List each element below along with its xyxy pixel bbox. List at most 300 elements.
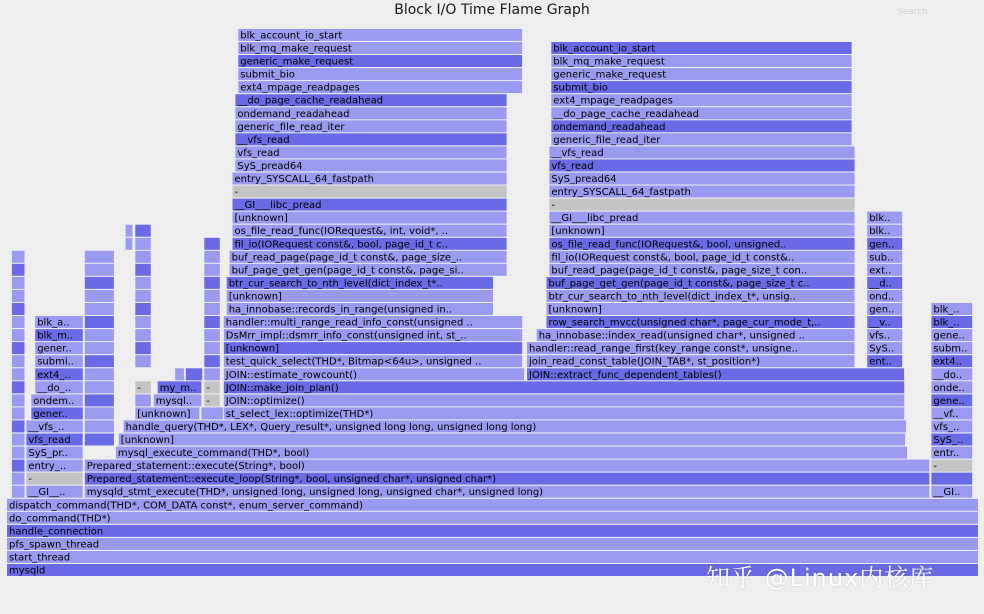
flame-frame-label: dispatch_command(THD*, COM_DATA const*, enum_server_command) — [9, 500, 363, 512]
flame-frame[interactable] — [224, 342, 522, 355]
flame-frame[interactable] — [549, 173, 854, 186]
flame-frame-label: handler::multi_range_read_info_const(unsigned .. — [225, 317, 473, 329]
flame-frame-rect[interactable] — [85, 407, 114, 419]
flame-frame[interactable] — [238, 55, 522, 68]
flame-frame-rect[interactable] — [126, 225, 133, 237]
flame-frame[interactable] — [124, 420, 906, 433]
flame-frame[interactable] — [135, 277, 151, 289]
flame-frame[interactable] — [551, 42, 851, 55]
flame-frame-rect[interactable] — [204, 368, 220, 380]
flame-frame-rect[interactable] — [85, 329, 114, 341]
flame-frame[interactable] — [85, 407, 114, 419]
flame-frame[interactable] — [204, 277, 220, 289]
flame-frame-rect[interactable] — [204, 329, 220, 341]
flame-frame-label: JOIN::estimate_rowcount() — [225, 369, 358, 381]
flame-frame[interactable] — [204, 355, 220, 367]
flame-frame[interactable] — [26, 447, 82, 460]
flame-frame[interactable] — [233, 186, 507, 199]
flame-frame-label: os_file_read_func(IORequest&, bool, unsigned.. — [551, 239, 787, 251]
flame-frame-rect[interactable] — [135, 264, 151, 276]
flame-frame[interactable] — [233, 199, 507, 212]
flame-frame[interactable] — [175, 368, 184, 380]
flame-frame-rect[interactable] — [12, 316, 25, 328]
flame-frame[interactable] — [119, 434, 905, 447]
flame-frame[interactable] — [867, 342, 902, 355]
flame-frame-label: __GI___libc_pread — [234, 200, 322, 212]
flame-frame[interactable] — [549, 199, 854, 212]
flame-frame-rect[interactable] — [135, 290, 151, 302]
flame-frame[interactable] — [7, 499, 978, 512]
flame-frame-rect[interactable] — [85, 316, 114, 328]
flame-frame[interactable] — [204, 342, 220, 354]
flame-frame-label: gene.. — [933, 395, 965, 407]
flame-frame-rect[interactable] — [12, 460, 25, 472]
flame-frame[interactable] — [85, 277, 114, 289]
flame-frame-rect[interactable] — [204, 355, 220, 367]
flame-frame[interactable] — [549, 238, 854, 251]
flame-frame-rect[interactable] — [126, 238, 133, 250]
flame-frame-label: blk.. — [869, 226, 891, 238]
flame-frame[interactable] — [7, 538, 978, 551]
flame-frame[interactable] — [35, 381, 83, 394]
flame-frame[interactable] — [12, 434, 25, 446]
flame-frame[interactable] — [85, 473, 930, 486]
flame-frame-rect[interactable] — [85, 290, 114, 302]
flame-frame-label: os_file_read_func(IORequest&, int, void*, .. — [234, 226, 449, 238]
flame-frame-rect[interactable] — [12, 355, 25, 367]
flame-frame[interactable] — [233, 238, 507, 251]
flame-frame-label: buf_read_page(page_id_t const&, page_size_t con.. — [551, 265, 808, 277]
flame-frame-rect[interactable] — [175, 368, 184, 380]
flame-frame-label: Prepared_statement::execute(String*, bool) — [86, 461, 305, 473]
flame-frame-label: blk_account_io_start — [553, 43, 656, 55]
flame-frame[interactable] — [204, 316, 220, 328]
flame-frame[interactable] — [35, 329, 83, 342]
flame-frame[interactable] — [135, 316, 151, 328]
flame-frame[interactable] — [12, 460, 25, 472]
flame-frame-rect[interactable] — [12, 434, 25, 446]
flame-frame[interactable] — [85, 381, 114, 393]
flame-frame[interactable] — [158, 381, 202, 394]
flame-frame[interactable] — [204, 368, 220, 380]
flame-frame-rect[interactable] — [12, 420, 25, 432]
flame-frame[interactable] — [26, 486, 82, 499]
flame-frame[interactable] — [931, 420, 972, 433]
flame-frame-rect[interactable] — [204, 264, 220, 276]
flame-frame-label: SyS.. — [869, 343, 895, 355]
flame-frame[interactable] — [12, 486, 25, 498]
flame-frame-rect[interactable] — [119, 434, 905, 446]
flame-frame[interactable] — [85, 251, 114, 263]
flame-frame[interactable] — [85, 355, 114, 367]
flame-frame-rect[interactable] — [7, 512, 978, 524]
flame-frame-rect[interactable] — [12, 381, 25, 393]
flame-frame[interactable] — [135, 407, 199, 420]
flame-frame[interactable] — [551, 120, 851, 133]
flame-frame-label: test_quick_select(THD*, Bitmap<64u>, unsigned .. — [225, 356, 482, 368]
flame-frame[interactable] — [931, 316, 972, 329]
flame-frame[interactable] — [227, 277, 493, 290]
flame-frame[interactable] — [186, 368, 203, 380]
flame-frame[interactable] — [224, 394, 904, 407]
flame-frame-label: entry_SYSCALL_64_fastpath — [551, 187, 691, 198]
flame-frame[interactable] — [26, 434, 82, 447]
flame-frame[interactable] — [233, 225, 507, 238]
flame-frame-rect[interactable] — [85, 420, 114, 432]
flame-frame[interactable] — [931, 434, 972, 447]
flame-frame[interactable] — [85, 368, 114, 380]
flame-frame-label: blk_mq_make_request — [553, 56, 665, 68]
flame-frame[interactable] — [230, 264, 507, 277]
flame-frame-rect[interactable] — [85, 355, 114, 367]
flame-frame-rect[interactable] — [549, 199, 854, 211]
flame-frame-label: SyS_pread64 — [551, 174, 617, 185]
flame-frame[interactable] — [85, 420, 114, 432]
flame-frame[interactable] — [85, 264, 114, 276]
flame-frame[interactable] — [551, 94, 851, 107]
flame-frame-rect[interactable] — [85, 251, 114, 263]
flame-frame-label: __do_.. — [37, 382, 72, 394]
flame-frame[interactable] — [931, 355, 972, 368]
flame-frame[interactable] — [135, 355, 151, 367]
flame-frame[interactable] — [238, 29, 522, 42]
flame-frame[interactable] — [238, 42, 522, 55]
flame-frame-rect[interactable] — [135, 394, 151, 406]
flame-frame-rect[interactable] — [12, 394, 25, 406]
flame-frame-rect[interactable] — [204, 290, 220, 302]
flame-frame-label: - — [206, 382, 210, 394]
flame-frame-rect[interactable] — [7, 525, 978, 537]
flame-frame[interactable] — [31, 407, 83, 420]
flame-frame[interactable] — [527, 355, 855, 368]
flame-frame-label: join_read_const_table(JOIN_TAB*, st_position*) — [529, 356, 761, 368]
flame-frame[interactable] — [12, 473, 25, 485]
flame-frame[interactable] — [85, 460, 930, 473]
flame-frame[interactable] — [235, 133, 506, 146]
flame-frame[interactable] — [224, 381, 904, 394]
flame-frame[interactable] — [547, 290, 855, 303]
flame-frame-label: mysql.. — [155, 395, 193, 407]
flame-frame[interactable] — [549, 186, 854, 199]
flame-frame-label: [unknown] — [137, 408, 191, 420]
flame-frame[interactable] — [12, 342, 25, 354]
flame-frame[interactable] — [12, 303, 25, 315]
flame-frame[interactable] — [224, 407, 904, 420]
flame-frame-label: my_m.. — [159, 382, 197, 394]
flame-frame-rect[interactable] — [12, 486, 25, 498]
flame-frame[interactable] — [201, 407, 222, 419]
flame-frame[interactable] — [537, 329, 855, 342]
flame-frame-label: __vfs_.. — [28, 421, 65, 433]
flame-frame-rect[interactable] — [204, 342, 220, 354]
flame-frame[interactable] — [135, 238, 151, 250]
flame-frame-rect[interactable] — [85, 368, 114, 380]
flame-frame[interactable] — [135, 394, 151, 406]
flame-frame[interactable] — [931, 342, 972, 355]
flame-frame[interactable] — [230, 251, 507, 263]
chart-title: Block I/O Time Flame Graph — [394, 2, 590, 18]
flame-frame-label: [unknown] — [234, 213, 288, 225]
flame-frame[interactable] — [12, 355, 25, 367]
flame-frame-rect[interactable] — [12, 251, 25, 263]
flame-frame-rect[interactable] — [85, 381, 114, 393]
flame-frame[interactable] — [549, 212, 854, 225]
flame-frame[interactable] — [931, 460, 972, 473]
flame-frame-rect[interactable] — [135, 342, 151, 354]
flame-frame[interactable] — [931, 447, 972, 460]
flame-frame-label: [unknown] — [120, 435, 175, 446]
flame-frame-rect[interactable] — [12, 447, 25, 459]
flame-frame-rect[interactable] — [135, 329, 151, 341]
flame-frame-rect[interactable] — [135, 238, 151, 250]
flame-frame-label: - — [28, 474, 33, 486]
flame-frame-rect[interactable] — [12, 407, 25, 419]
flame-frame[interactable] — [551, 107, 851, 120]
flame-frame[interactable] — [31, 394, 83, 407]
flame-frame[interactable] — [204, 381, 220, 394]
flame-frame-rect[interactable] — [85, 277, 114, 289]
flame-frame[interactable] — [35, 368, 83, 381]
flame-frame[interactable] — [224, 368, 524, 381]
flame-frame[interactable] — [204, 394, 220, 407]
flame-frame[interactable] — [12, 316, 25, 328]
flame-frame[interactable] — [549, 146, 854, 159]
flame-frame[interactable] — [26, 460, 82, 473]
flame-frame[interactable] — [85, 303, 114, 315]
flame-frame[interactable] — [204, 303, 220, 315]
flame-frame[interactable] — [204, 238, 220, 250]
flame-frame[interactable] — [12, 381, 25, 393]
flame-frame[interactable] — [12, 368, 25, 380]
flame-frame[interactable] — [135, 329, 151, 341]
flame-frame[interactable] — [7, 512, 978, 525]
flame-frame-label: JOIN::make_join_plan() — [225, 382, 339, 394]
flame-frame[interactable] — [238, 68, 522, 81]
flame-frame[interactable] — [12, 251, 25, 263]
flame-frame[interactable] — [12, 447, 25, 459]
flame-frame[interactable] — [126, 225, 133, 237]
flame-frame[interactable] — [549, 225, 854, 238]
flame-frame[interactable] — [931, 303, 972, 316]
flame-frame[interactable] — [204, 251, 220, 263]
flame-frame[interactable] — [126, 238, 133, 250]
flame-frame[interactable] — [26, 473, 82, 486]
flame-frame[interactable] — [931, 381, 972, 394]
flame-frame[interactable] — [224, 316, 522, 329]
flame-frame[interactable] — [85, 342, 114, 354]
flame-frame[interactable] — [867, 212, 902, 225]
flame-frame[interactable] — [931, 407, 972, 420]
flame-frame[interactable] — [549, 264, 854, 277]
flame-frame[interactable] — [931, 394, 972, 407]
flame-frame[interactable] — [85, 290, 114, 302]
flame-frame-rect[interactable] — [7, 538, 978, 550]
flame-frame-label: mysqld — [9, 565, 46, 577]
flame-frame[interactable] — [35, 316, 83, 329]
flame-frame-rect[interactable] — [224, 394, 904, 406]
flame-frame-rect[interactable] — [12, 303, 25, 315]
flame-frame-label: ha_innobase::index_read(unsigned char*, unsigned .. — [538, 330, 805, 342]
flame-frame-label: gen.. — [869, 239, 895, 251]
flame-frame[interactable] — [867, 238, 902, 251]
flame-frame-rect[interactable] — [186, 368, 203, 380]
flame-frame-rect[interactable] — [204, 238, 220, 250]
flame-frame-rect[interactable] — [12, 329, 25, 341]
flame-frame[interactable] — [931, 368, 972, 381]
flame-frame[interactable] — [867, 355, 902, 368]
flame-frame-label: [unknown] — [228, 291, 282, 303]
flame-frame-label: [unknown] — [548, 304, 602, 316]
flame-frame[interactable] — [227, 290, 493, 303]
flame-frame-label: Prepared_statement::execute_loop(String*, bool, unsigned char*, unsigned char*) — [86, 474, 497, 486]
flame-frame[interactable] — [867, 251, 902, 263]
flame-frame[interactable] — [135, 264, 151, 276]
flame-frame-rect[interactable] — [204, 303, 220, 315]
flame-frame-rect[interactable] — [204, 316, 220, 328]
flame-frame-rect[interactable] — [549, 159, 854, 171]
flame-frame[interactable] — [224, 355, 522, 368]
flame-frame[interactable] — [867, 303, 902, 316]
flame-frame-rect[interactable] — [12, 264, 25, 276]
flame-frame[interactable] — [135, 303, 151, 315]
flame-frame-label: __do_page_cache_readahead — [553, 108, 699, 120]
flame-frame-label: generic_make_request — [553, 69, 667, 81]
flame-frame[interactable] — [7, 525, 978, 538]
flame-frame-label: btr_cur_search_to_nth_level(dict_index_t*, unsig.. — [548, 291, 796, 303]
flame-frame-label: handler::read_range_first(key_range const*, unsigne.. — [529, 343, 798, 355]
flame-frame-rect[interactable] — [931, 473, 972, 485]
flame-frame-label: __vfs_read — [237, 134, 290, 146]
flame-frame[interactable] — [549, 159, 854, 172]
flame-frame[interactable] — [547, 303, 855, 316]
flame-frame-rect[interactable] — [12, 277, 25, 289]
flame-frame[interactable] — [235, 107, 506, 120]
flame-frame[interactable] — [235, 120, 506, 133]
flame-frame-label: blk_mq_make_request — [240, 43, 352, 55]
flame-frame[interactable] — [867, 277, 902, 290]
flame-frame-label: ext4_mpage_readpages — [553, 95, 673, 107]
flame-frame-label: buf_page_get_gen(page_id_t const&, page_si.. — [231, 265, 464, 277]
flame-frame-label: - — [206, 395, 210, 407]
flame-frame[interactable] — [135, 251, 151, 263]
flame-frame[interactable] — [235, 146, 506, 159]
flame-frame-rect[interactable] — [85, 434, 114, 446]
flame-frame-rect[interactable] — [26, 473, 82, 485]
flame-frame-rect[interactable] — [135, 225, 151, 237]
flame-frame[interactable] — [547, 316, 855, 329]
flame-frame[interactable] — [551, 81, 851, 94]
flame-frame[interactable] — [85, 434, 114, 446]
flame-frame-label: - — [933, 461, 938, 473]
flame-frame[interactable] — [85, 486, 930, 499]
flame-frame[interactable] — [135, 381, 151, 394]
flame-frame[interactable] — [867, 225, 902, 238]
flame-frame-rect[interactable] — [12, 290, 25, 302]
flame-frame[interactable] — [12, 264, 25, 276]
flame-frame-rect[interactable] — [204, 277, 220, 289]
flame-frame[interactable] — [867, 264, 902, 277]
flame-frame-rect[interactable] — [931, 460, 972, 472]
flame-frame[interactable] — [227, 303, 493, 316]
flame-frame[interactable] — [85, 329, 114, 341]
flame-frame[interactable] — [85, 316, 114, 328]
flame-frame[interactable] — [238, 81, 522, 94]
flame-frame-rect[interactable] — [12, 368, 25, 380]
flame-frame-label: __vf.. — [933, 408, 959, 420]
flame-frame-rect[interactable] — [12, 342, 25, 354]
flame-frame[interactable] — [35, 355, 83, 368]
flame-frame-rect[interactable] — [135, 316, 151, 328]
flame-frame[interactable] — [931, 473, 972, 485]
flame-frame-label: __v.. — [869, 317, 891, 329]
flame-frame-rect[interactable] — [85, 342, 114, 354]
flame-frame-label: handle_query(THD*, LEX*, Query_result*, unsigned long long, unsigned long long) — [125, 421, 537, 433]
flame-frame-rect[interactable] — [233, 186, 507, 198]
flame-frame[interactable] — [12, 290, 25, 302]
flame-frame[interactable] — [12, 407, 25, 419]
flame-frame[interactable] — [931, 329, 972, 342]
flame-frame-label: vfs_.. — [933, 421, 960, 433]
flame-frame[interactable] — [931, 486, 972, 499]
flame-frame[interactable] — [224, 329, 522, 342]
flame-frame[interactable] — [233, 212, 507, 225]
flame-frame-label: submi.. — [37, 356, 74, 368]
flame-frame[interactable] — [154, 394, 202, 407]
flame-frame[interactable] — [35, 342, 83, 355]
flame-frame-rect[interactable] — [135, 277, 151, 289]
flame-frame[interactable] — [551, 55, 851, 68]
flame-frame-rect[interactable] — [85, 394, 114, 406]
flame-frame-rect[interactable] — [12, 473, 25, 485]
flame-frame[interactable] — [204, 264, 220, 276]
flame-frame[interactable] — [204, 290, 220, 302]
flame-frame-rect[interactable] — [135, 303, 151, 315]
flame-frame[interactable] — [135, 342, 151, 354]
flame-frame-rect[interactable] — [204, 251, 220, 263]
flame-frame[interactable] — [12, 329, 25, 341]
flame-frame-label: ondemand_readahead — [553, 121, 666, 133]
flame-frame[interactable] — [12, 277, 25, 289]
flame-frame[interactable] — [551, 68, 851, 81]
flame-frame[interactable] — [235, 159, 506, 172]
flame-frame[interactable] — [527, 368, 904, 381]
flame-frame[interactable] — [549, 251, 854, 263]
flame-frame-rect[interactable] — [85, 264, 114, 276]
flame-frame-rect[interactable] — [85, 303, 114, 315]
flame-frame-rect[interactable] — [135, 355, 151, 367]
flame-frame[interactable] — [547, 277, 855, 290]
flame-frame[interactable] — [116, 447, 907, 460]
flame-frame[interactable] — [867, 329, 902, 342]
flame-frame[interactable] — [233, 173, 507, 186]
flame-frame[interactable] — [135, 225, 151, 237]
flame-frame-rect[interactable] — [201, 407, 222, 419]
flame-frame[interactable] — [867, 316, 902, 329]
flame-frame[interactable] — [135, 290, 151, 302]
flame-frame[interactable] — [12, 420, 25, 432]
flame-frame-rect[interactable] — [135, 251, 151, 263]
flame-frame[interactable] — [204, 329, 220, 341]
flame-frame[interactable] — [551, 133, 851, 146]
flame-frame[interactable] — [867, 290, 902, 303]
flame-frame[interactable] — [12, 394, 25, 406]
flame-frame[interactable] — [85, 394, 114, 406]
flame-frame[interactable] — [26, 420, 82, 433]
flame-frame[interactable] — [235, 94, 506, 107]
flame-frame-label: entry_.. — [28, 461, 67, 473]
flame-frame[interactable] — [527, 342, 855, 355]
search-button[interactable]: Search — [897, 7, 928, 17]
